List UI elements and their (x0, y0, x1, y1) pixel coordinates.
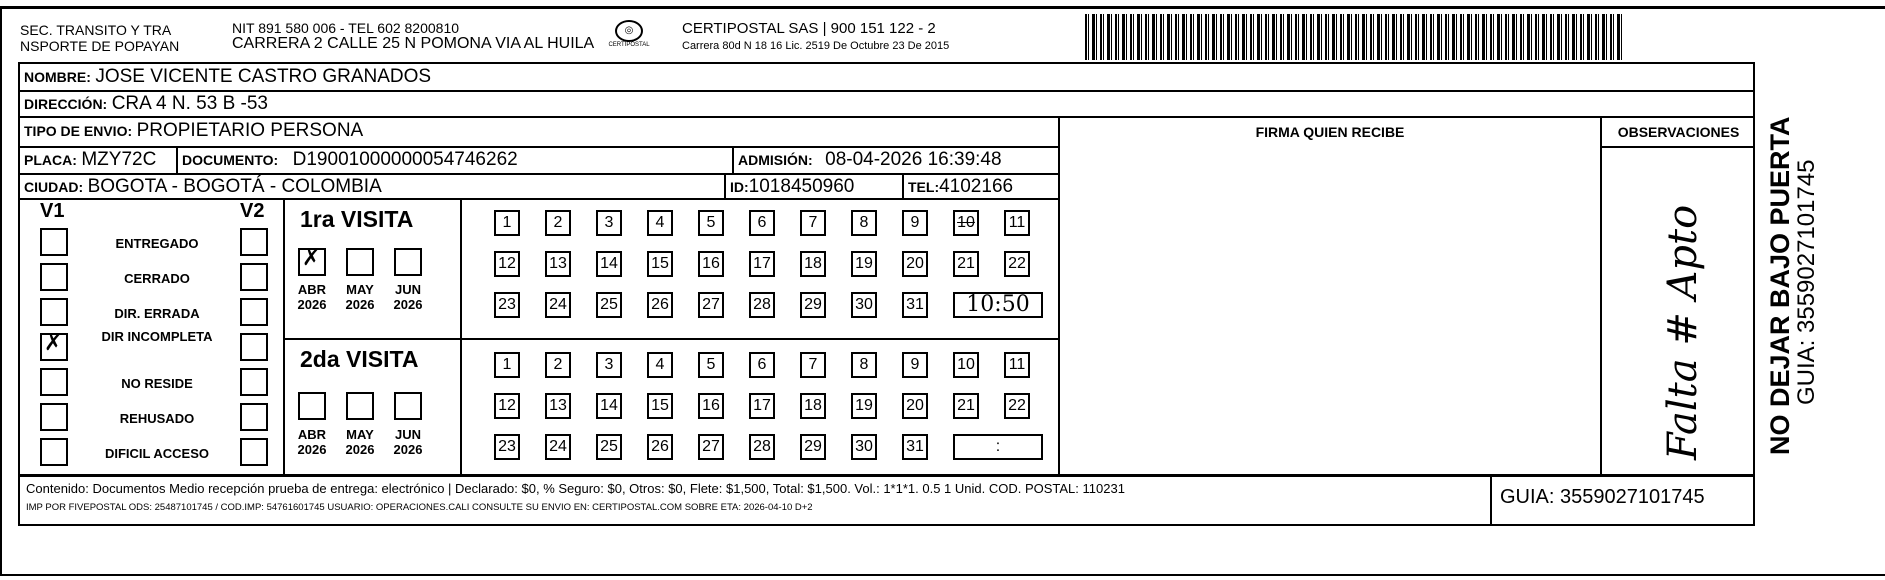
v1-checkbox[interactable] (40, 333, 68, 361)
sender-address: CARRERA 2 CALLE 25 N POMONA VIA AL HUILA (232, 35, 595, 52)
reason-label: NO RESIDE (121, 376, 193, 391)
day-box[interactable]: 7 (800, 352, 826, 378)
day-box[interactable]: 20 (902, 393, 928, 419)
month-checkbox[interactable] (394, 392, 422, 420)
day-box[interactable]: 20 (902, 251, 928, 277)
day-box[interactable]: 28 (749, 434, 775, 460)
day-box[interactable]: 3 (596, 210, 622, 236)
day-box[interactable]: 6 (749, 352, 775, 378)
observaciones-label: OBSERVACIONES (1617, 124, 1740, 140)
day-box[interactable]: 5 (698, 352, 724, 378)
day-box[interactable]: 9 (902, 352, 928, 378)
day-box[interactable]: 30 (851, 292, 877, 318)
day-box[interactable]: 8 (851, 210, 877, 236)
first-visit-label: 1ra VISITA (300, 206, 414, 232)
v2-checkbox[interactable] (240, 263, 268, 291)
day-box[interactable]: 15 (647, 393, 673, 419)
nombre-row: NOMBRE: JOSE VICENTE CASTRO GRANADOS (24, 66, 432, 87)
day-box[interactable]: 24 (545, 292, 571, 318)
month-label: MAY 2026 (345, 282, 375, 312)
nombre-value: JOSE VICENTE CASTRO GRANADOS (95, 66, 432, 87)
check-mark-icon: ✗ (302, 246, 321, 271)
bottom-edge (0, 574, 1885, 576)
v2-label: V2 (240, 200, 265, 222)
placa-field: PLACA: MZY72C (24, 149, 157, 170)
month-label: ABR 2026 (297, 282, 327, 312)
courier-logo: ◎ CERTIPOSTAL (606, 20, 652, 48)
no-dejar-text: NO DEJAR BAJO PUERTA (1765, 116, 1795, 455)
v2-checkbox[interactable] (240, 333, 268, 361)
v1-label: V1 (40, 200, 65, 222)
side-guia: GUIA: 3559027101745 (1793, 159, 1820, 405)
month-checkbox[interactable] (346, 392, 374, 420)
documento-field: DOCUMENTO: D19001000000054746262 (182, 149, 518, 170)
day-box[interactable]: 24 (545, 434, 571, 460)
month-label: MAY 2026 (345, 427, 375, 457)
v1-checkbox[interactable] (40, 263, 68, 291)
day-box[interactable]: 7 (800, 210, 826, 236)
day-box[interactable]: 2 (545, 210, 571, 236)
day-box[interactable]: 12 (494, 251, 520, 277)
day-box[interactable]: 2 (545, 352, 571, 378)
v2-checkbox[interactable] (240, 228, 268, 256)
reason-label: DIR INCOMPLETA (101, 329, 213, 344)
day-box[interactable]: 11 (1004, 210, 1030, 236)
day-box[interactable]: 1 (494, 210, 520, 236)
day-box[interactable]: 17 (749, 251, 775, 277)
day-box[interactable]: 8 (851, 352, 877, 378)
v1-checkbox[interactable] (40, 298, 68, 326)
day-box[interactable]: 17 (749, 393, 775, 419)
id-field: ID:1018450960 (730, 176, 855, 197)
day-box[interactable]: 1 (494, 352, 520, 378)
ciudad-field: CIUDAD: BOGOTA - BOGOTÁ - COLOMBIA (24, 176, 382, 197)
day-box[interactable]: 14 (596, 251, 622, 277)
day-box[interactable]: 10 (953, 210, 979, 236)
time-box[interactable]: : (953, 434, 1043, 460)
day-box[interactable]: 19 (851, 393, 877, 419)
v1-checkbox[interactable] (40, 438, 68, 466)
month-checkbox[interactable] (346, 248, 374, 276)
footer-guia: GUIA: 3559027101745 (1500, 486, 1705, 508)
month-checkbox[interactable] (298, 392, 326, 420)
reason-label: ENTREGADO (115, 236, 199, 251)
courier-license: Carrera 80d N 18 16 Lic. 2519 De Octubre 23 De 2015 (682, 40, 950, 52)
month-label: JUN 2026 (393, 427, 423, 457)
tel-field: TEL:4102166 (908, 176, 1014, 197)
day-box[interactable]: 27 (698, 434, 724, 460)
v2-checkbox[interactable] (240, 403, 268, 431)
check-mark-icon: ✗ (44, 331, 63, 356)
day-box[interactable]: 27 (698, 292, 724, 318)
month-checkbox[interactable] (394, 248, 422, 276)
v1-checkbox[interactable] (40, 228, 68, 256)
v2-checkbox[interactable] (240, 298, 268, 326)
day-box[interactable]: 25 (596, 292, 622, 318)
reason-label: DIR. ERRADA (114, 306, 200, 321)
day-box[interactable]: 13 (545, 251, 571, 277)
barcode (1085, 14, 1625, 60)
admision-field: ADMISIÓN: 08-04-2026 16:39:48 (738, 149, 1002, 170)
day-box[interactable]: 21 (953, 393, 979, 419)
day-box[interactable]: 5 (698, 210, 724, 236)
tipo-row: TIPO DE ENVIO: PROPIETARIO PERSONA (24, 120, 364, 141)
day-box[interactable]: 12 (494, 393, 520, 419)
month-checkbox[interactable] (298, 248, 326, 276)
day-box[interactable]: 22 (1004, 393, 1030, 419)
reason-label: DIFICIL ACCESO (104, 446, 209, 461)
tipo-value: PROPIETARIO PERSONA (136, 120, 364, 141)
day-box[interactable]: 6 (749, 210, 775, 236)
firma-area[interactable] (1060, 148, 1600, 474)
sender-info (232, 20, 594, 52)
day-box[interactable]: 4 (647, 210, 673, 236)
contenido-text: Contenido: Documentos Medio recepción prueba de entrega: electrónico | Declarado: $0, % Seguro: $0, Otros: $0, Flete: $1,500, Total: $1,500. Vol.: 1*1*1. 0.5 1 Unid. COD. POSTAL: 110231 (26, 481, 1125, 496)
day-box[interactable]: 25 (596, 434, 622, 460)
v1-checkbox[interactable] (40, 403, 68, 431)
day-box[interactable]: 18 (800, 393, 826, 419)
v2-checkbox[interactable] (240, 368, 268, 396)
v2-checkbox[interactable] (240, 438, 268, 466)
day-box[interactable]: 26 (647, 292, 673, 318)
day-box[interactable]: 4 (647, 352, 673, 378)
imp-text: IMP POR FIVEPOSTAL ODS: 25487101745 / COD.IMP: 54761601745 USUARIO: OPERACIONES.CALI CONSULTE SU ENVIO EN: CERTIPOSTAL.COM SOBRE ETA: 2026-04-10 D+2 (26, 502, 813, 513)
sender-name: SEC. TRANSITO Y TRA NSPORTE DE POPAYAN (20, 22, 180, 54)
direccion-row: DIRECCIÓN: CRA 4 N. 53 B -53 (24, 93, 268, 114)
direccion-value: CRA 4 N. 53 B -53 (111, 93, 268, 114)
day-box[interactable]: 11 (1004, 352, 1030, 378)
day-box[interactable]: 19 (851, 251, 877, 277)
month-label: JUN 2026 (393, 282, 423, 312)
time-box[interactable]: 10:50 (953, 292, 1043, 318)
month-label: ABR 2026 (297, 427, 327, 457)
day-box[interactable]: 14 (596, 393, 622, 419)
firma-label: FIRMA QUIEN RECIBE (1255, 124, 1405, 140)
day-box[interactable]: 21 (953, 251, 979, 277)
day-box[interactable]: 10 (953, 352, 979, 378)
day-box[interactable]: 29 (800, 434, 826, 460)
day-box[interactable]: 16 (698, 393, 724, 419)
reason-label: CERRADO (124, 271, 190, 286)
day-box[interactable]: 9 (902, 210, 928, 236)
top-edge (0, 6, 1885, 9)
left-edge (0, 6, 2, 576)
day-box[interactable]: 31 (902, 292, 928, 318)
reason-label: REHUSADO (119, 411, 195, 426)
observaciones-handwritten: Falta # Apto (1660, 204, 1706, 460)
day-box[interactable]: 22 (1004, 251, 1030, 277)
day-box[interactable]: 3 (596, 352, 622, 378)
day-box[interactable]: 23 (494, 292, 520, 318)
day-box[interactable]: 13 (545, 393, 571, 419)
day-box[interactable]: 29 (800, 292, 826, 318)
day-box[interactable]: 23 (494, 434, 520, 460)
day-box[interactable]: 31 (902, 434, 928, 460)
day-box[interactable]: 26 (647, 434, 673, 460)
day-box[interactable]: 28 (749, 292, 775, 318)
v1-checkbox[interactable] (40, 368, 68, 396)
courier-info (682, 20, 949, 52)
day-box[interactable]: 15 (647, 251, 673, 277)
second-visit-label: 2da VISITA (300, 346, 419, 372)
courier-name: CERTIPOSTAL SAS | 900 151 122 - 2 (682, 20, 936, 37)
day-box[interactable]: 30 (851, 434, 877, 460)
sender-nit: NIT 891 580 006 - TEL 602 8200810 (232, 20, 460, 36)
day-box[interactable]: 16 (698, 251, 724, 277)
day-box[interactable]: 18 (800, 251, 826, 277)
